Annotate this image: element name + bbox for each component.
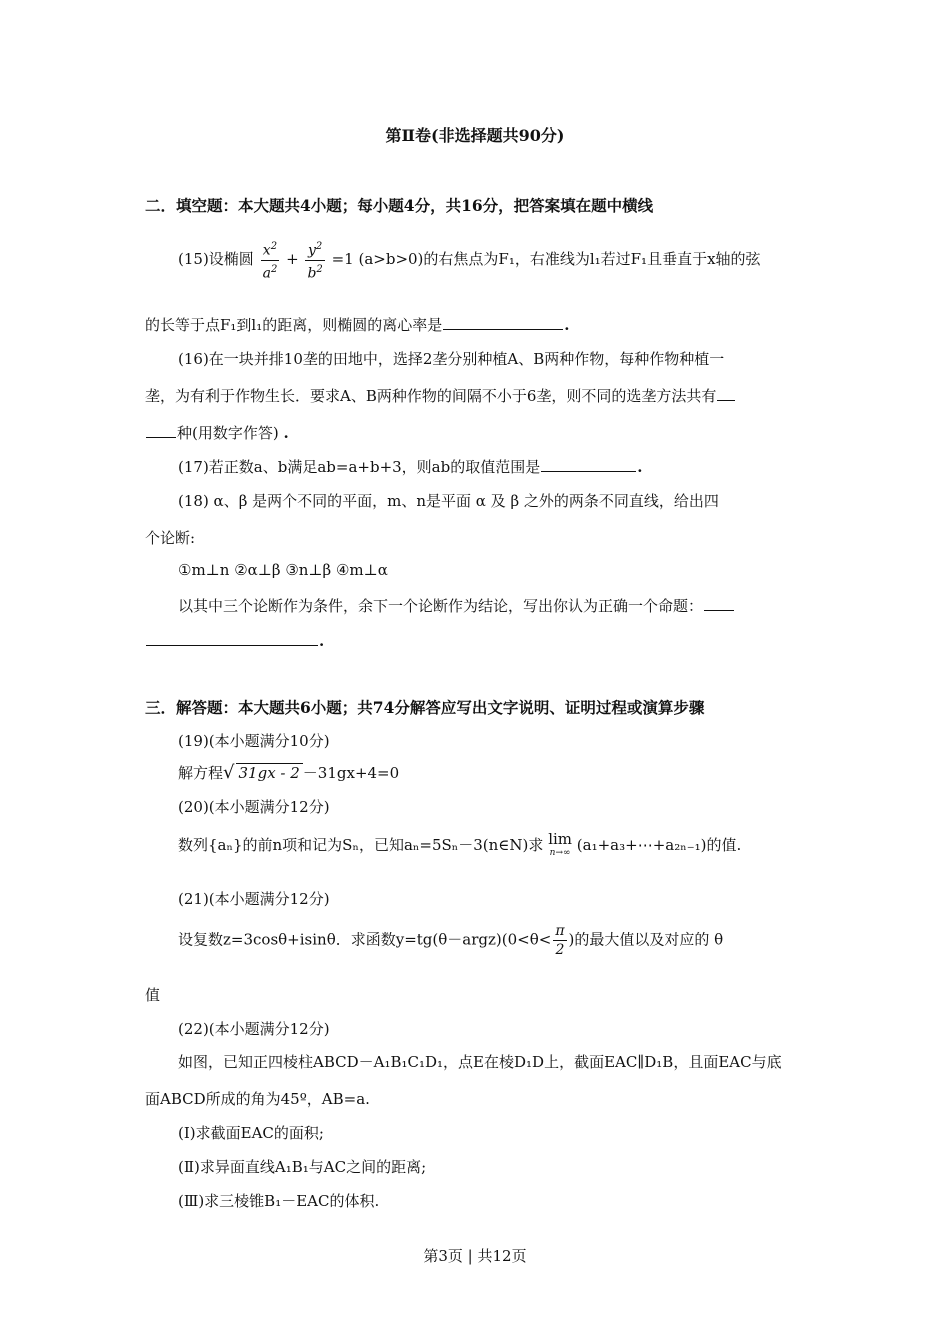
q19-header: (19)(本小题满分10分) — [178, 732, 330, 750]
answer-blank[interactable] — [717, 399, 735, 401]
q18-line1: (18) α、β 是两个不同的平面，m、n是平面 α 及 β 之外的两条不同直线，给出四 — [178, 492, 719, 510]
section-2-heading: 二．填空题：本大题共4小题；每小题4分，共16分，把答案填在题中横线 — [145, 196, 654, 215]
q16-line2: 垄，为有利于作物生长．要求A、B两种作物的间隔不小于6垄，则不同的选垄方法共有 — [145, 387, 717, 405]
answer-blank[interactable] — [146, 644, 318, 646]
question-21-body — [178, 922, 723, 959]
q20-header: (20)(本小题满分12分) — [178, 798, 330, 816]
answer-blank[interactable] — [704, 609, 734, 611]
q20-prefix: 数列{aₙ}的前n项和记为Sₙ，已知aₙ=5Sₙ－3(n∈N)求 — [178, 836, 544, 854]
fraction-pi-over-2: $\frac{\pi}{2}$ — [555, 923, 565, 958]
q18-line2: 个论断: — [145, 529, 196, 547]
q20-suffix: (a₁+a₃+⋯+a₂ₙ₋₁)的值. — [576, 836, 742, 854]
q15-line2: 的长等于点F₁到l₁的距离，则椭圆的离心率是 — [145, 316, 443, 334]
q18-line4: 以其中三个论断作为条件，余下一个论断作为结论，写出你认为正确一个命题： — [178, 597, 704, 615]
limit-operator: lim n→∞ — [548, 830, 573, 858]
question-16-line-2 — [145, 385, 736, 406]
question-15-line-2: 的长等于点F₁到l₁的距离，则椭圆的离心率是 . — [145, 316, 570, 334]
page-title: 第Ⅱ卷(非选择题共90分) — [385, 126, 565, 145]
fraction-x2-a2: $\frac{x^2}{a^2}$ — [261, 238, 280, 282]
q15-prefix: (15)设椭圆 — [178, 250, 254, 269]
q21-line2: 值 — [145, 986, 161, 1004]
q16-line1: (16)在一块并排10垄的田地中，选择2垄分别种植A、B两种作物，每种作物种植一 — [178, 350, 725, 368]
question-20-body — [178, 832, 741, 860]
section-3-heading: 三．解答题：本大题共6小题；共74分解答应写出文字说明、证明过程或演算步骤 — [145, 698, 705, 717]
q22-header: (22)(本小题满分12分) — [178, 1020, 330, 1038]
question-18-line-4 — [178, 595, 735, 616]
q18-claims: ①m⊥n ②α⊥β ③n⊥β ④m⊥α — [178, 561, 388, 579]
q22-part1: (Ⅰ)求截面EAC的面积; — [178, 1124, 324, 1142]
q22-line1: 如图，已知正四棱柱ABCD－A₁B₁C₁D₁，点E在棱D₁D上，截面EAC∥D₁B，且面EAC与底 — [178, 1053, 782, 1071]
q17-text: (17)若正数a、b满足ab=a+b+3，则ab的取值范围是 — [178, 458, 541, 476]
q22-line2: 面ABCD所成的角为45º，AB=a. — [145, 1090, 370, 1108]
question-19-equation: 解方程√ 31gx - 2 －31gx+4=0 — [178, 762, 400, 783]
sqrt-radicand: 31gx - 2 — [236, 763, 303, 782]
answer-blank[interactable] — [443, 328, 563, 330]
q22-part3: (Ⅲ)求三棱锥B₁－EAC的体积. — [178, 1192, 380, 1210]
answer-blank[interactable] — [146, 436, 176, 438]
answer-blank[interactable] — [541, 470, 636, 472]
question-15-line-1: (15)设椭圆 $\frac{x^2}{a^2}$ + $\frac{y^2}{b^2}$ =1 (a>b>0)的右焦点为F₁，右准线为l₁若过F₁且垂直于x轴的弦 — [178, 238, 761, 282]
q19-prefix: 解方程 — [178, 764, 224, 782]
q21-header: (21)(本小题满分12分) — [178, 890, 330, 908]
q15-condition: (a>b>0)的右焦点为F₁，右准线为l₁若过F₁且垂直于x轴的弦 — [358, 250, 761, 269]
q22-part2: (Ⅱ)求异面直线A₁B₁与AC之间的距离; — [178, 1158, 427, 1176]
q19-suffix: －31gx+4=0 — [302, 764, 400, 782]
question-16-line-3: 种(用数字作答) . — [145, 422, 289, 443]
fraction-y2-b2: $\frac{y^2}{b^2}$ — [305, 238, 324, 282]
question-18-line-5: . — [145, 632, 324, 650]
page-footer: 第3页 | 共12页 — [423, 1247, 527, 1265]
q21-prefix: 设复数z=3cosθ+isinθ．求函数y=tg(θ－argz)(0<θ< — [178, 930, 552, 949]
question-17: (17)若正数a、b满足ab=a+b+3，则ab的取值范围是 . — [178, 458, 643, 476]
q16-line3: 种(用数字作答) — [177, 424, 279, 442]
q21-suffix: )的最大值以及对应的 θ — [568, 930, 724, 949]
